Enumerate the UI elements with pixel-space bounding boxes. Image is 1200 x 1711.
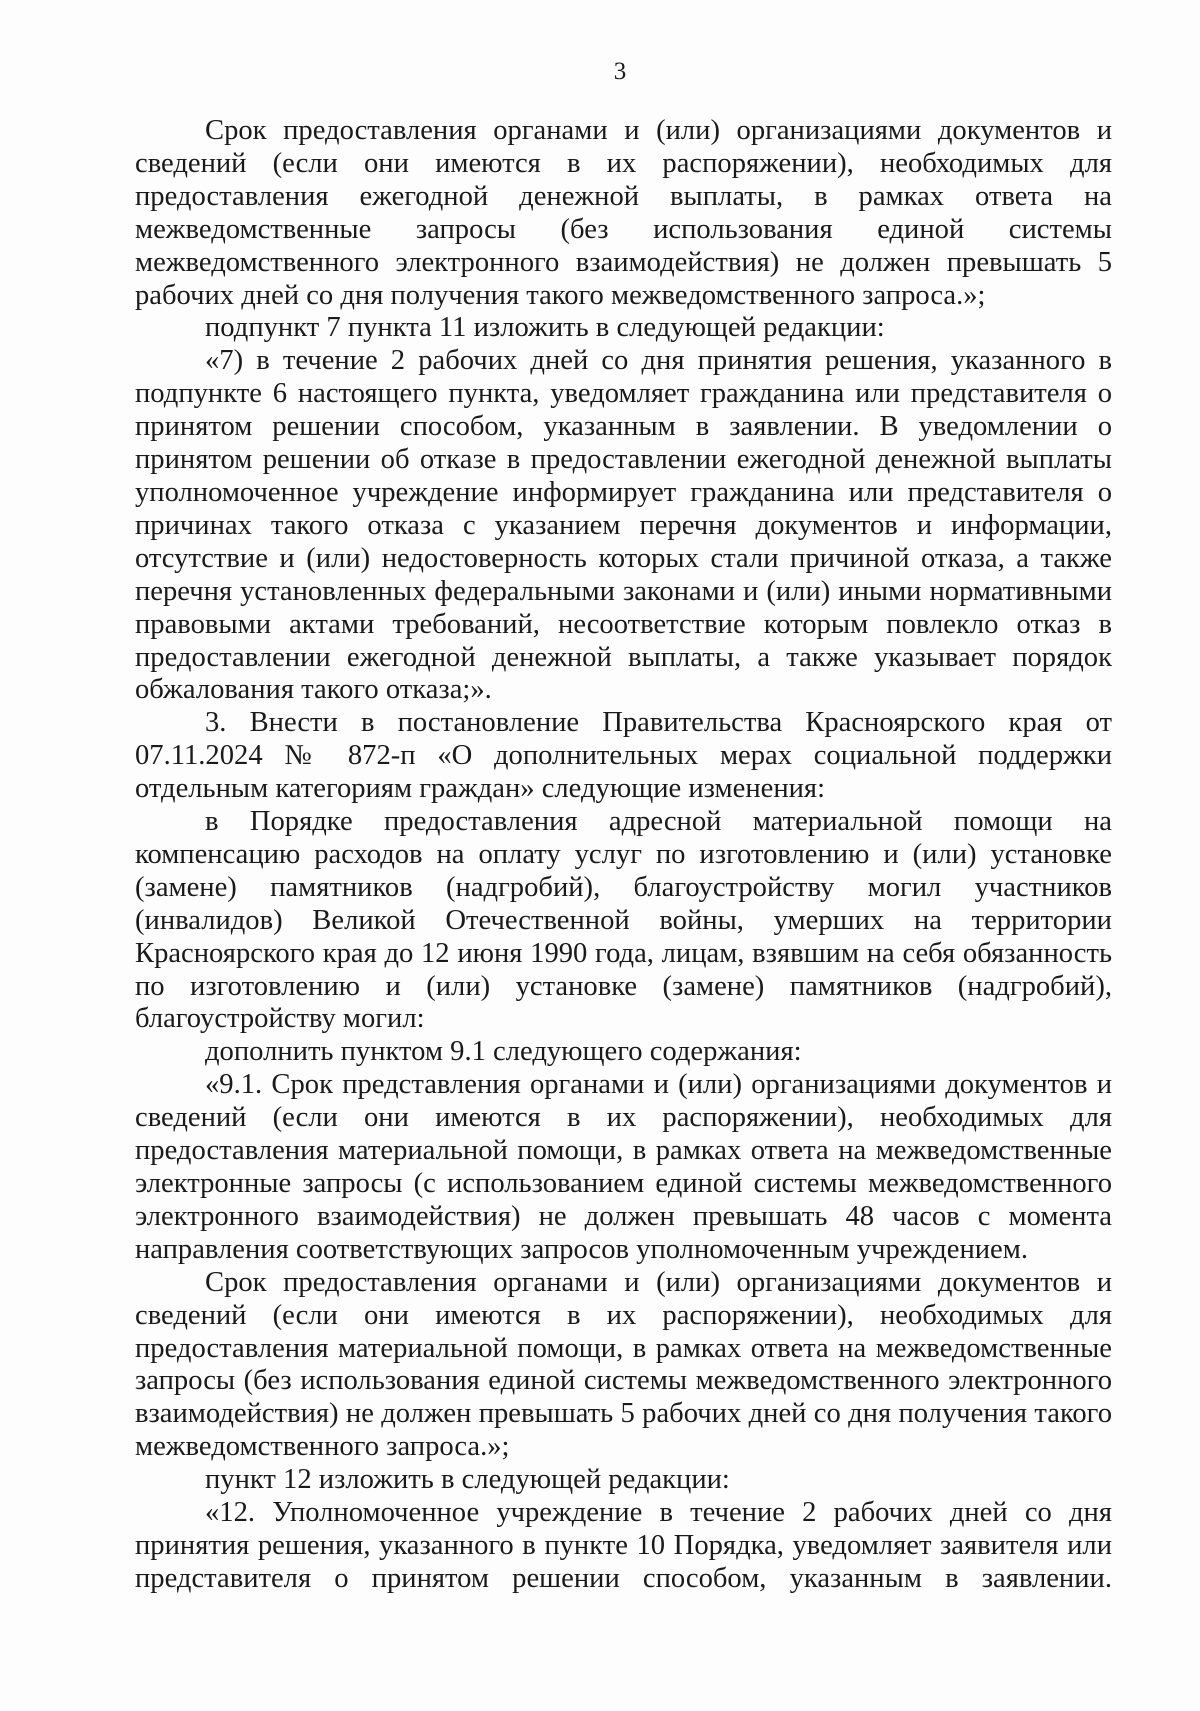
paragraph: Срок предоставления органами и (или) организациями документов и сведений (если они имеются в их распоряжении), необходимых для предоставления ежегодной денежной выплаты, в рамках ответа на межведомственные запросы (без использования единой системы межведомственного электронного взаимодействия) не должен превышать 5 рабочих дней со дня получения такого межведомственного запроса.»; xyxy=(135,115,1112,311)
paragraph: дополнить пунктом 9.1 следующего содержания: xyxy=(205,1036,802,1068)
paragraph: «9.1. Срок представления органами и (или) организациями документов и сведений (если они имеются в их распоряжении), необходимых для предоставления материальной помощи, в рамках ответа на межведомственные электронные запросы (с использованием единой системы межведомственного электронного взаимодействия) не должен превышать 48 часов с момента направления соответствующих запросов уполномоченным учреждением. xyxy=(135,1069,1112,1265)
paragraph: Срок предоставления органами и (или) организациями документов и сведений (если они имеются в их распоряжении), необходимых для предоставления материальной помощи, в рамках ответа на межведомственные запросы (без использования единой системы межведомственного электронного взаимодействия) не должен превышать 5 рабочих дней со дня получения такого межведомственного запроса.»; xyxy=(135,1266,1112,1463)
paragraph: подпункт 7 пункта 11 изложить в следующей редакции: xyxy=(205,312,885,344)
paragraph: пункт 12 изложить в следующей редакции: xyxy=(205,1464,730,1496)
page-number: 3 xyxy=(613,58,627,85)
paragraph: в Порядке предоставления адресной материальной помощи на компенсацию расходов на оплату услуг по изготовлению и (или) установке (замене) памятников (надгробий), благоустройству могил участников (инвалидов) Великой Отечественной войны, умерших на территории Красноярского края до 12 июня 1990 года, лицам, взявшим на себя обязанность по изготовлению и (или) установке (замене) памятников (надгробий), благоустройству могил: xyxy=(135,806,1112,1035)
paragraph: «7) в течение 2 рабочих дней со дня принятия решения, указанного в подпункте 6 настоящего пункта, уведомляет гражданина или представителя о принятом решении способом, указанным в заявлении. В уведомлении о принятом решении об отказе в предоставлении ежегодной денежной выплаты уполномоченное учреждение информирует гражданина или представителя о причинах такого отказа с указанием перечня документов и информации, отсутствие и (или) недостоверность которых стали причиной отказа, а также перечня установленных федеральными законами и (или) иными нормативными правовыми актами требований, несоответствие которым повлекло отказ в предоставлении ежегодной денежной выплаты, а также указывает порядок обжалования такого отказа;». xyxy=(135,345,1112,706)
paragraph: 3. Внести в постановление Правительства Красноярского края от 07.11.2024 № 872-п «О дополнительных мерах социальной поддержки отдельным категориям граждан» следующие изменения: xyxy=(135,707,1112,805)
paragraph: «12. Уполномоченное учреждение в течение 2 рабочих дней со дня принятия решения, указанного в пункте 10 Порядка, уведомляет заявителя или представителя о принятом решении способом, указанным в заявлении. xyxy=(135,1497,1112,1594)
document-body xyxy=(135,115,1112,1596)
